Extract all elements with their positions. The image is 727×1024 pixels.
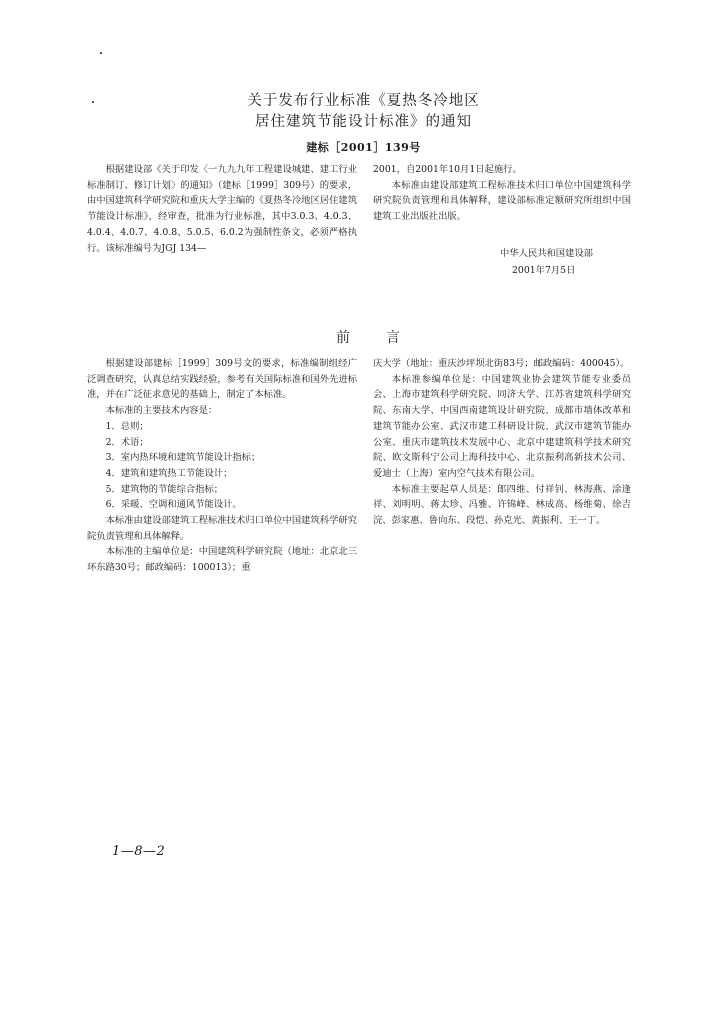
- preface-list-item: 6．采暖、空调和通风节能设计。: [105, 499, 242, 511]
- preface-list-item: 2．术语；: [105, 436, 149, 448]
- preface-list-item: 1．总则；: [105, 420, 149, 432]
- preface-paragraph: 根据建设部建标［1999］309号文的要求，标准编制组经广泛调查研究，认真总结实践经验，参考有关国际标准和国外先进标准，并在广泛征求意见的基础上，制定了本标准。: [87, 358, 357, 401]
- preface-paragraph: 庆大学（地址：重庆沙坪坝北街83号；邮政编码：400045）。: [373, 358, 630, 369]
- preface-list-item: 5．建筑物的节能综合指标；: [105, 483, 224, 495]
- notice-title-line1: 关于发布行业标准《夏热冬冷地区: [247, 93, 480, 109]
- notice-date: 2001年7月5日: [512, 265, 576, 276]
- preface-left-column: [87, 356, 357, 576]
- preface-list-item: 4．建筑和建筑热工节能设计；: [105, 467, 233, 479]
- notice-signatory: 中华人民共和国建设部: [500, 248, 593, 259]
- preface-paragraph: 本标准的主编单位是：中国建筑科学研究院（地址：北京北三环东路30号；邮政编码：100013）；重: [87, 546, 357, 574]
- preface-paragraph: 本标准的主要技术内容是：: [105, 405, 218, 417]
- document-number: 建标［2001］139号: [306, 141, 421, 154]
- preface-list-item: 3．室内热环境和建筑节能设计指标；: [105, 452, 261, 464]
- preface-title-char2: 言: [386, 330, 400, 346]
- notice-body-paragraph: 根据建设部《关于印发〈一九九九年工程建设城建、建工行业标准制订、修订计划〉的通知》（建标［1999］309号）的要求，由中国建筑科学研究院和重庆大学主编的《夏热冬冷地区居住建筑节能设计标准》，经审查，批准为行业标准，其中3.0.3、4.0.3、4.0.4、4.0.7、4.0.8、5.0.5、6.0.2为强制性条文，必须严格执行。该标准编号为JGJ 134—: [87, 164, 357, 254]
- preface-paragraph: 本标准由建设部建筑工程标准技术归口单位中国建筑科学研究院负责管理和具体解释。: [87, 515, 357, 542]
- preface-title-char1: 前: [336, 330, 350, 346]
- notice-effective-date-text: 2001，自2001年10月1日起施行。: [373, 164, 522, 175]
- preface-right-column: [373, 356, 631, 529]
- preface-paragraph: 本标准参编单位是：中国建筑业协会建筑节能专业委员会、上海市建筑科学研究院、同济大学、江苏省建筑科学研究院、东南大学、中国西南建筑设计研究院、成都市墙体改革和建筑节能办公室、武汉市建工科研设计院、武汉市建筑节能办公室、重庆市建筑技术发展中心、北京中建建筑科学技术研究院、欧文斯科宁公司上海科技中心、北京振利高新技术公司、爱迪士（上海）室内空气技术有限公司。: [373, 373, 631, 479]
- notice-title-line2: 居住建筑节能设计标准》的通知: [255, 114, 472, 130]
- scan-speck: [100, 52, 102, 54]
- preface-paragraph: 本标准主要起草人员是：郎四维、付祥钊、林海燕、涂逢祥、刘明明、蒋太珍、冯雅、许锦峰、林成高、杨维菊、徐吉浣、彭家惠、鲁向东、段恺、孙克光、黄振利、王一丁。: [373, 483, 631, 527]
- notice-right-column: [373, 162, 631, 225]
- notice-management-paragraph: 本标准由建设部建筑工程标准技术归口单位中国建筑科学研究院负责管理和具体解释，建设部标准定额研究所组织中国建筑工业出版社出版。: [373, 179, 631, 223]
- notice-left-column: [87, 162, 357, 256]
- page-number: 1—8—2: [112, 844, 166, 859]
